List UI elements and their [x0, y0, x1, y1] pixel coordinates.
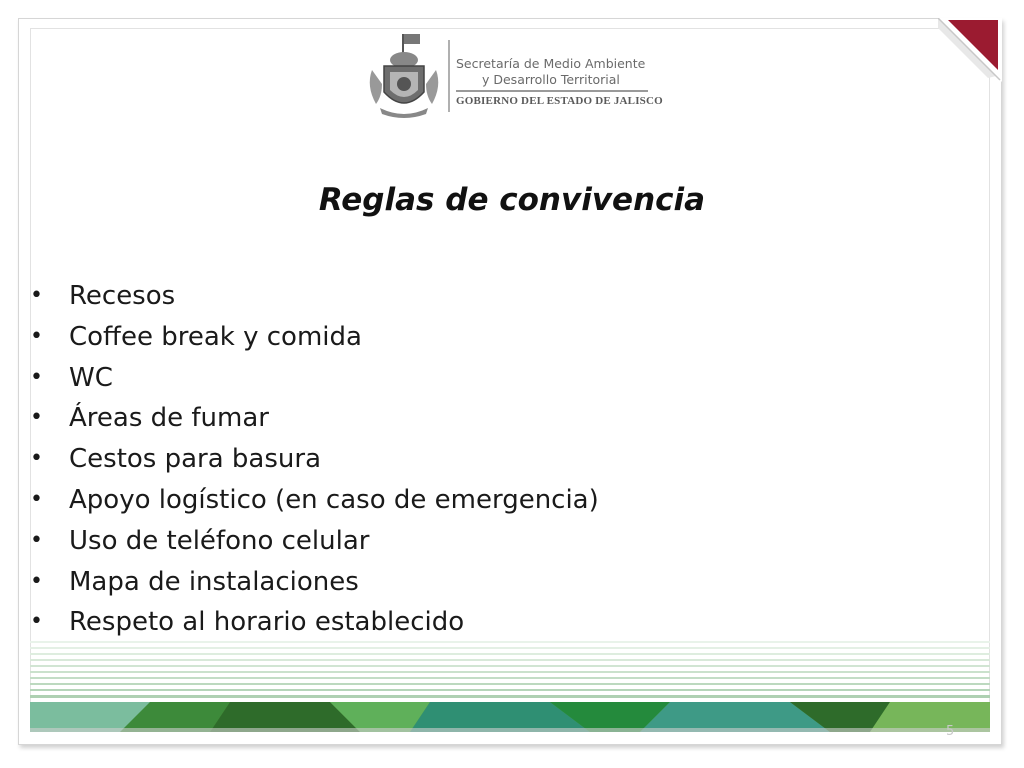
bullet-item — [30, 602, 599, 643]
bullet-text: WC — [69, 362, 113, 393]
bullet-text: Mapa de instalaciones — [69, 566, 359, 597]
bullet-icon: • — [30, 568, 43, 594]
logo-desarrollo-line: y Desarrollo Territorial — [482, 72, 620, 87]
bullet-item — [30, 276, 599, 317]
bullet-icon: • — [30, 323, 43, 349]
bullet-icon: • — [30, 486, 43, 512]
footer-green-band-decoration — [30, 702, 990, 732]
bullet-icon: • — [30, 446, 43, 472]
bullet-text: Apoyo logístico (en caso de emergencia) — [69, 484, 599, 515]
bullet-icon: • — [30, 527, 43, 553]
bullet-icon: • — [30, 283, 43, 308]
footer-stripes-decoration — [30, 641, 990, 701]
bullet-text: Coffee break y comida — [69, 321, 362, 352]
bullet-text: Respeto al horario establecido — [69, 607, 465, 638]
logo-secretaria-line: Secretaría de Medio Ambiente — [456, 56, 646, 71]
rules-bullet-list — [30, 276, 599, 643]
slide-title: Reglas de convivencia — [318, 182, 706, 218]
bullet-item — [30, 398, 599, 439]
bullet-item — [30, 562, 599, 603]
page-number: 5 — [946, 724, 955, 739]
bullet-item — [30, 480, 599, 521]
bullet-text: Cestos para basura — [69, 444, 322, 475]
bullet-item — [30, 521, 599, 562]
bullet-text: Uso de teléfono celular — [69, 525, 370, 556]
bullet-text: Áreas de fumar — [69, 403, 269, 434]
bullet-item — [30, 439, 599, 480]
bullet-icon: • — [30, 609, 43, 635]
logo-divider-rule — [456, 90, 648, 92]
logo-gobierno-line: GOBIERNO DEL ESTADO DE JALISCO — [456, 95, 663, 107]
bullet-icon: • — [30, 405, 43, 431]
bullet-item — [30, 358, 599, 399]
corner-fold-decoration — [938, 18, 1002, 82]
bullet-text: Recesos — [69, 281, 176, 311]
bullet-item — [30, 317, 599, 358]
bullet-icon: • — [30, 364, 43, 390]
